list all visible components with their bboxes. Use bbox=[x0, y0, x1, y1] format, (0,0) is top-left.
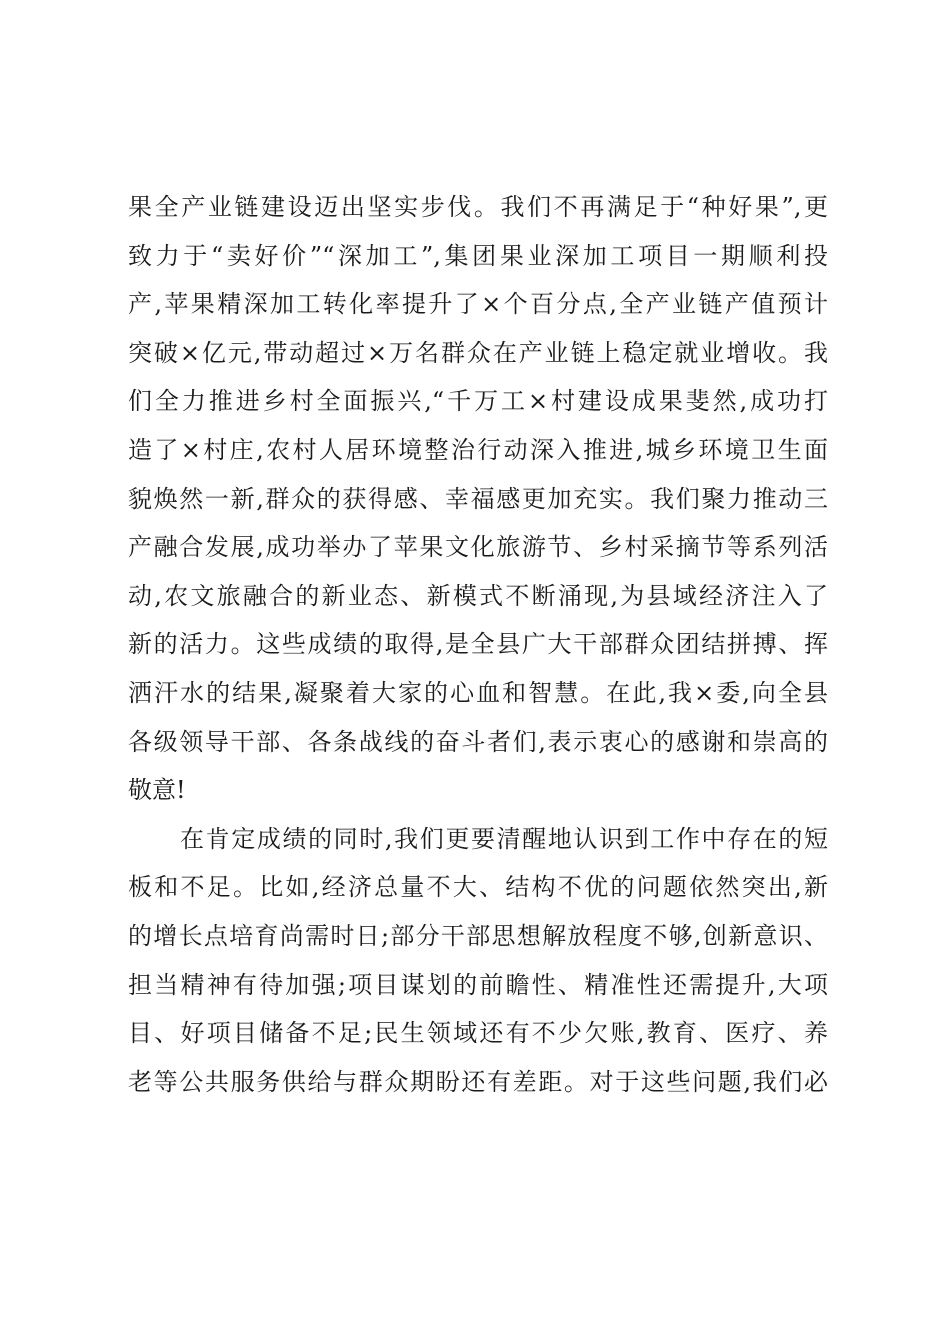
text-line: 产,苹果精深加工转化率提升了×个百分点,全产业链产值预计 bbox=[128, 290, 828, 319]
text-line: 产融合发展,成功举办了苹果文化旅游节、乡村采摘节等系列活 bbox=[128, 533, 828, 562]
text-line: 貌焕然一新,群众的获得感、幸福感更加充实。我们聚力推动三 bbox=[128, 484, 828, 513]
paragraph-shortcomings bbox=[128, 820, 828, 1112]
text-line: 敬意! bbox=[128, 776, 186, 805]
text-line: 致力于“卖好价”“深加工”,集团果业深加工项目一期顺利投 bbox=[128, 241, 828, 270]
text-line: 造了×村庄,农村人居环境整治行动深入推进,城乡环境卫生面 bbox=[128, 435, 828, 464]
text-line: 的增长点培育尚需时日;部分干部思想解放程度不够,创新意识、 bbox=[128, 921, 828, 950]
text-line: 们全力推进乡村全面振兴,“千万工×村建设成果斐然,成功打 bbox=[128, 387, 828, 416]
paragraph-achievements bbox=[128, 188, 828, 820]
text-line: 新的活力。这些成绩的取得,是全县广大干部群众团结拼搏、挥 bbox=[128, 630, 828, 659]
text-line: 在肯定成绩的同时,我们更要清醒地认识到工作中存在的短 bbox=[180, 824, 828, 853]
document-body bbox=[128, 188, 828, 1111]
text-line: 目、好项目储备不足;民生领域还有不少欠账,教育、医疗、养 bbox=[128, 1019, 828, 1048]
text-line: 动,农文旅融合的新业态、新模式不断涌现,为县域经济注入了 bbox=[128, 581, 828, 610]
text-line: 老等公共服务供给与群众期盼还有差距。对于这些问题,我们必 bbox=[128, 1067, 828, 1096]
text-line: 担当精神有待加强;项目谋划的前瞻性、精准性还需提升,大项 bbox=[128, 970, 828, 999]
text-line: 洒汗水的结果,凝聚着大家的心血和智慧。在此,我×委,向全县 bbox=[128, 678, 828, 707]
text-line: 突破×亿元,带动超过×万名群众在产业链上稳定就业增收。我 bbox=[128, 338, 828, 367]
text-line: 板和不足。比如,经济总量不大、结构不优的问题依然突出,新 bbox=[128, 873, 828, 902]
text-line: 果全产业链建设迈出坚实步伐。我们不再满足于“种好果”,更 bbox=[128, 193, 828, 221]
text-line: 各级领导干部、各条战线的奋斗者们,表示衷心的感谢和崇高的 bbox=[128, 727, 828, 756]
